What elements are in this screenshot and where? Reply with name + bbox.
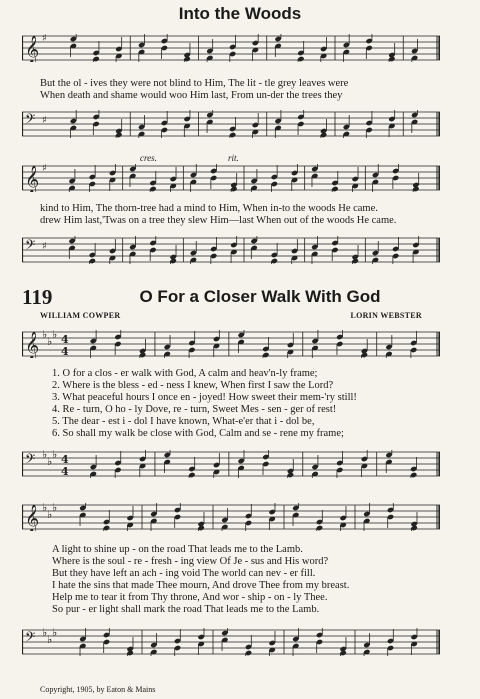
verse-line: 3. What peaceful hours I once en - joyed! How sweet their mem-'ry still! (52, 392, 357, 403)
treble-clef-icon: 𝄞 (25, 165, 40, 192)
lyric-line: But the ol - ives they were not blind to Him, The lit - tle grey leaves were (40, 78, 349, 89)
lyric-line: When death and shame would woo Him last, From un-der the trees they (40, 90, 343, 101)
music-staff (22, 628, 440, 656)
bass-clef-icon: 𝄢 (25, 111, 36, 130)
hymn-title: O For a Closer Walk With God (139, 287, 381, 306)
treble-clef-icon: 𝄞 (25, 35, 40, 62)
music-staff (22, 236, 440, 264)
composer-credit: LORIN WEBSTER (350, 311, 422, 320)
flat-icon: ♭ (42, 628, 48, 639)
flat-icon: ♭ (52, 450, 58, 461)
verse-line: 2. Where is the bless - ed - ness I knew, When first I saw the Lord? (52, 380, 334, 391)
sharp-icon: ♯ (42, 115, 47, 126)
lyric-line: drew Him last,'Twas on a tree they slew Him—last When out of the woods He came. (40, 215, 397, 226)
treble-clef-icon: 𝄞 (25, 504, 40, 531)
verse-line: 6. So shall my walk be close with God, Calm and se - rene my frame; (52, 428, 344, 439)
hymn-title: Into the Woods (178, 4, 302, 23)
flat-icon: ♭ (42, 330, 48, 341)
bass-clef-icon: 𝄢 (25, 629, 36, 648)
bass-clef-icon: 𝄢 (25, 451, 36, 470)
flat-icon: ♭ (47, 335, 53, 348)
verse-line: Help me to tear it from Thy throne, And wor - ship - on - ly Thee. (52, 592, 328, 603)
verse-line: A light to shine up - on the road That leads me to the Lamb. (52, 544, 303, 555)
lyric-line: kind to Him, The thorn-tree had a mind to Him, When in-to the woods He came. (40, 203, 378, 214)
copyright-notice: Copyright, 1905, by Eaton & Mains (40, 685, 156, 694)
dynamic-marking: rit. (228, 153, 239, 163)
music-staff (22, 34, 440, 62)
music-staff (22, 110, 440, 138)
time-signature: 4 (61, 333, 69, 346)
flat-icon: ♭ (47, 633, 53, 646)
flat-icon: ♭ (47, 508, 53, 521)
treble-clef-icon: 𝄞 (25, 331, 40, 358)
flat-icon: ♭ (52, 330, 58, 341)
bass-clef-icon: 𝄢 (25, 237, 36, 256)
music-staff (22, 503, 440, 531)
sharp-icon: ♯ (42, 34, 47, 44)
verse-line: I hate the sins that made Thee mourn, And drove Thee from my breast. (52, 580, 350, 591)
music-staff (22, 330, 440, 358)
hymn-number: 119 (22, 285, 53, 309)
time-signature: 4 (61, 465, 69, 478)
verse-line: 1. O for a clos - er walk with God, A calm and heav'n-ly frame; (52, 368, 318, 379)
flat-icon: ♭ (42, 503, 48, 514)
verse-line: Where is the soul - re - fresh - ing view Of Je - sus and His word? (52, 556, 329, 567)
music-staff (22, 450, 440, 478)
sharp-icon: ♯ (42, 241, 47, 252)
flat-icon: ♭ (52, 503, 58, 514)
time-signature: 4 (61, 453, 69, 466)
flat-icon: ♭ (42, 450, 48, 461)
verse-line: So pur - er light shall mark the road That leads me to the Lamb. (52, 604, 320, 615)
verse-line: But they have left an ach - ing void The world can nev - er fill. (52, 568, 316, 579)
dynamic-marking: cres. (140, 153, 157, 163)
music-staff (22, 164, 440, 192)
sharp-icon: ♯ (42, 164, 47, 174)
flat-icon: ♭ (52, 628, 58, 639)
time-signature: 4 (61, 345, 69, 358)
verse-line: 5. The dear - est i - dol I have known, What-e'er that i - dol be, (52, 416, 315, 427)
flat-icon: ♭ (47, 455, 53, 468)
verse-line: 4. Re - turn, O ho - ly Dove, re - turn, Sweet Mes - sen - ger of rest! (52, 404, 337, 415)
author-credit: WILLIAM COWPER (40, 311, 121, 320)
